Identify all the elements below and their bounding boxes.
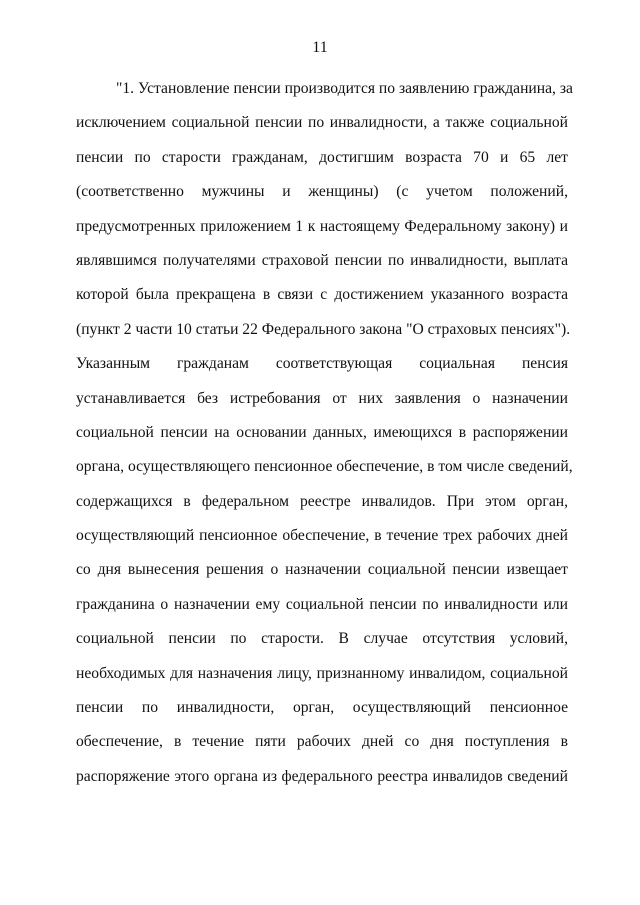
text-line: необходимых для назначения лицу, признанному инвалидом, социальной bbox=[76, 664, 568, 682]
text-line: "1. Установление пенсии производится по заявлению гражданина, за bbox=[116, 80, 573, 97]
text-line: устанавливается без истребования от них заявления о назначении bbox=[76, 389, 568, 407]
text-line: предусмотренных приложением 1 к настоящему Федеральному закону) и bbox=[76, 217, 568, 235]
text-line: гражданина о назначении ему социальной пенсии по инвалидности или bbox=[76, 595, 568, 613]
body-text bbox=[76, 78, 573, 800]
text-line: исключением социальной пенсии по инвалидности, а также социальной bbox=[76, 114, 568, 132]
text-line: обеспечение, в течение пяти рабочих дней со дня поступления в bbox=[76, 733, 568, 751]
text-line: являвшимся получателями страховой пенсии по инвалидности, выплата bbox=[76, 251, 568, 269]
text-line: социальной пенсии по старости. В случае отсутствия условий, bbox=[76, 630, 568, 648]
text-line: (соответственно мужчины и женщины) (с учетом положений, bbox=[76, 183, 568, 201]
text-line: пенсии по инвалидности, орган, осуществляющий пенсионное bbox=[76, 699, 568, 717]
text-line: со дня вынесения решения о назначении социальной пенсии извещает bbox=[76, 561, 568, 579]
text-line: Указанным гражданам соответствующая социальная пенсия bbox=[76, 355, 568, 373]
text-line: которой была прекращена в связи с достижением указанного возраста bbox=[76, 286, 568, 304]
text-line: социальной пенсии на основании данных, имеющихся в распоряжении bbox=[76, 423, 568, 441]
page-number: 11 bbox=[312, 39, 328, 56]
text-line: распоряжение этого органа из федерального реестра инвалидов сведений bbox=[76, 767, 568, 785]
text-line: осуществляющий пенсионное обеспечение, в течение трех рабочих дней bbox=[76, 527, 568, 545]
text-line: содержащихся в федеральном реестре инвалидов. При этом орган, bbox=[76, 492, 568, 510]
text-line: (пункт 2 части 10 статьи 22 Федерального закона "О страховых пенсиях"). bbox=[76, 320, 571, 338]
text-line: органа, осуществляющего пенсионное обеспечение, в том числе сведений, bbox=[76, 458, 573, 476]
text-line: пенсии по старости гражданам, достигшим возраста 70 и 65 лет bbox=[76, 148, 568, 166]
